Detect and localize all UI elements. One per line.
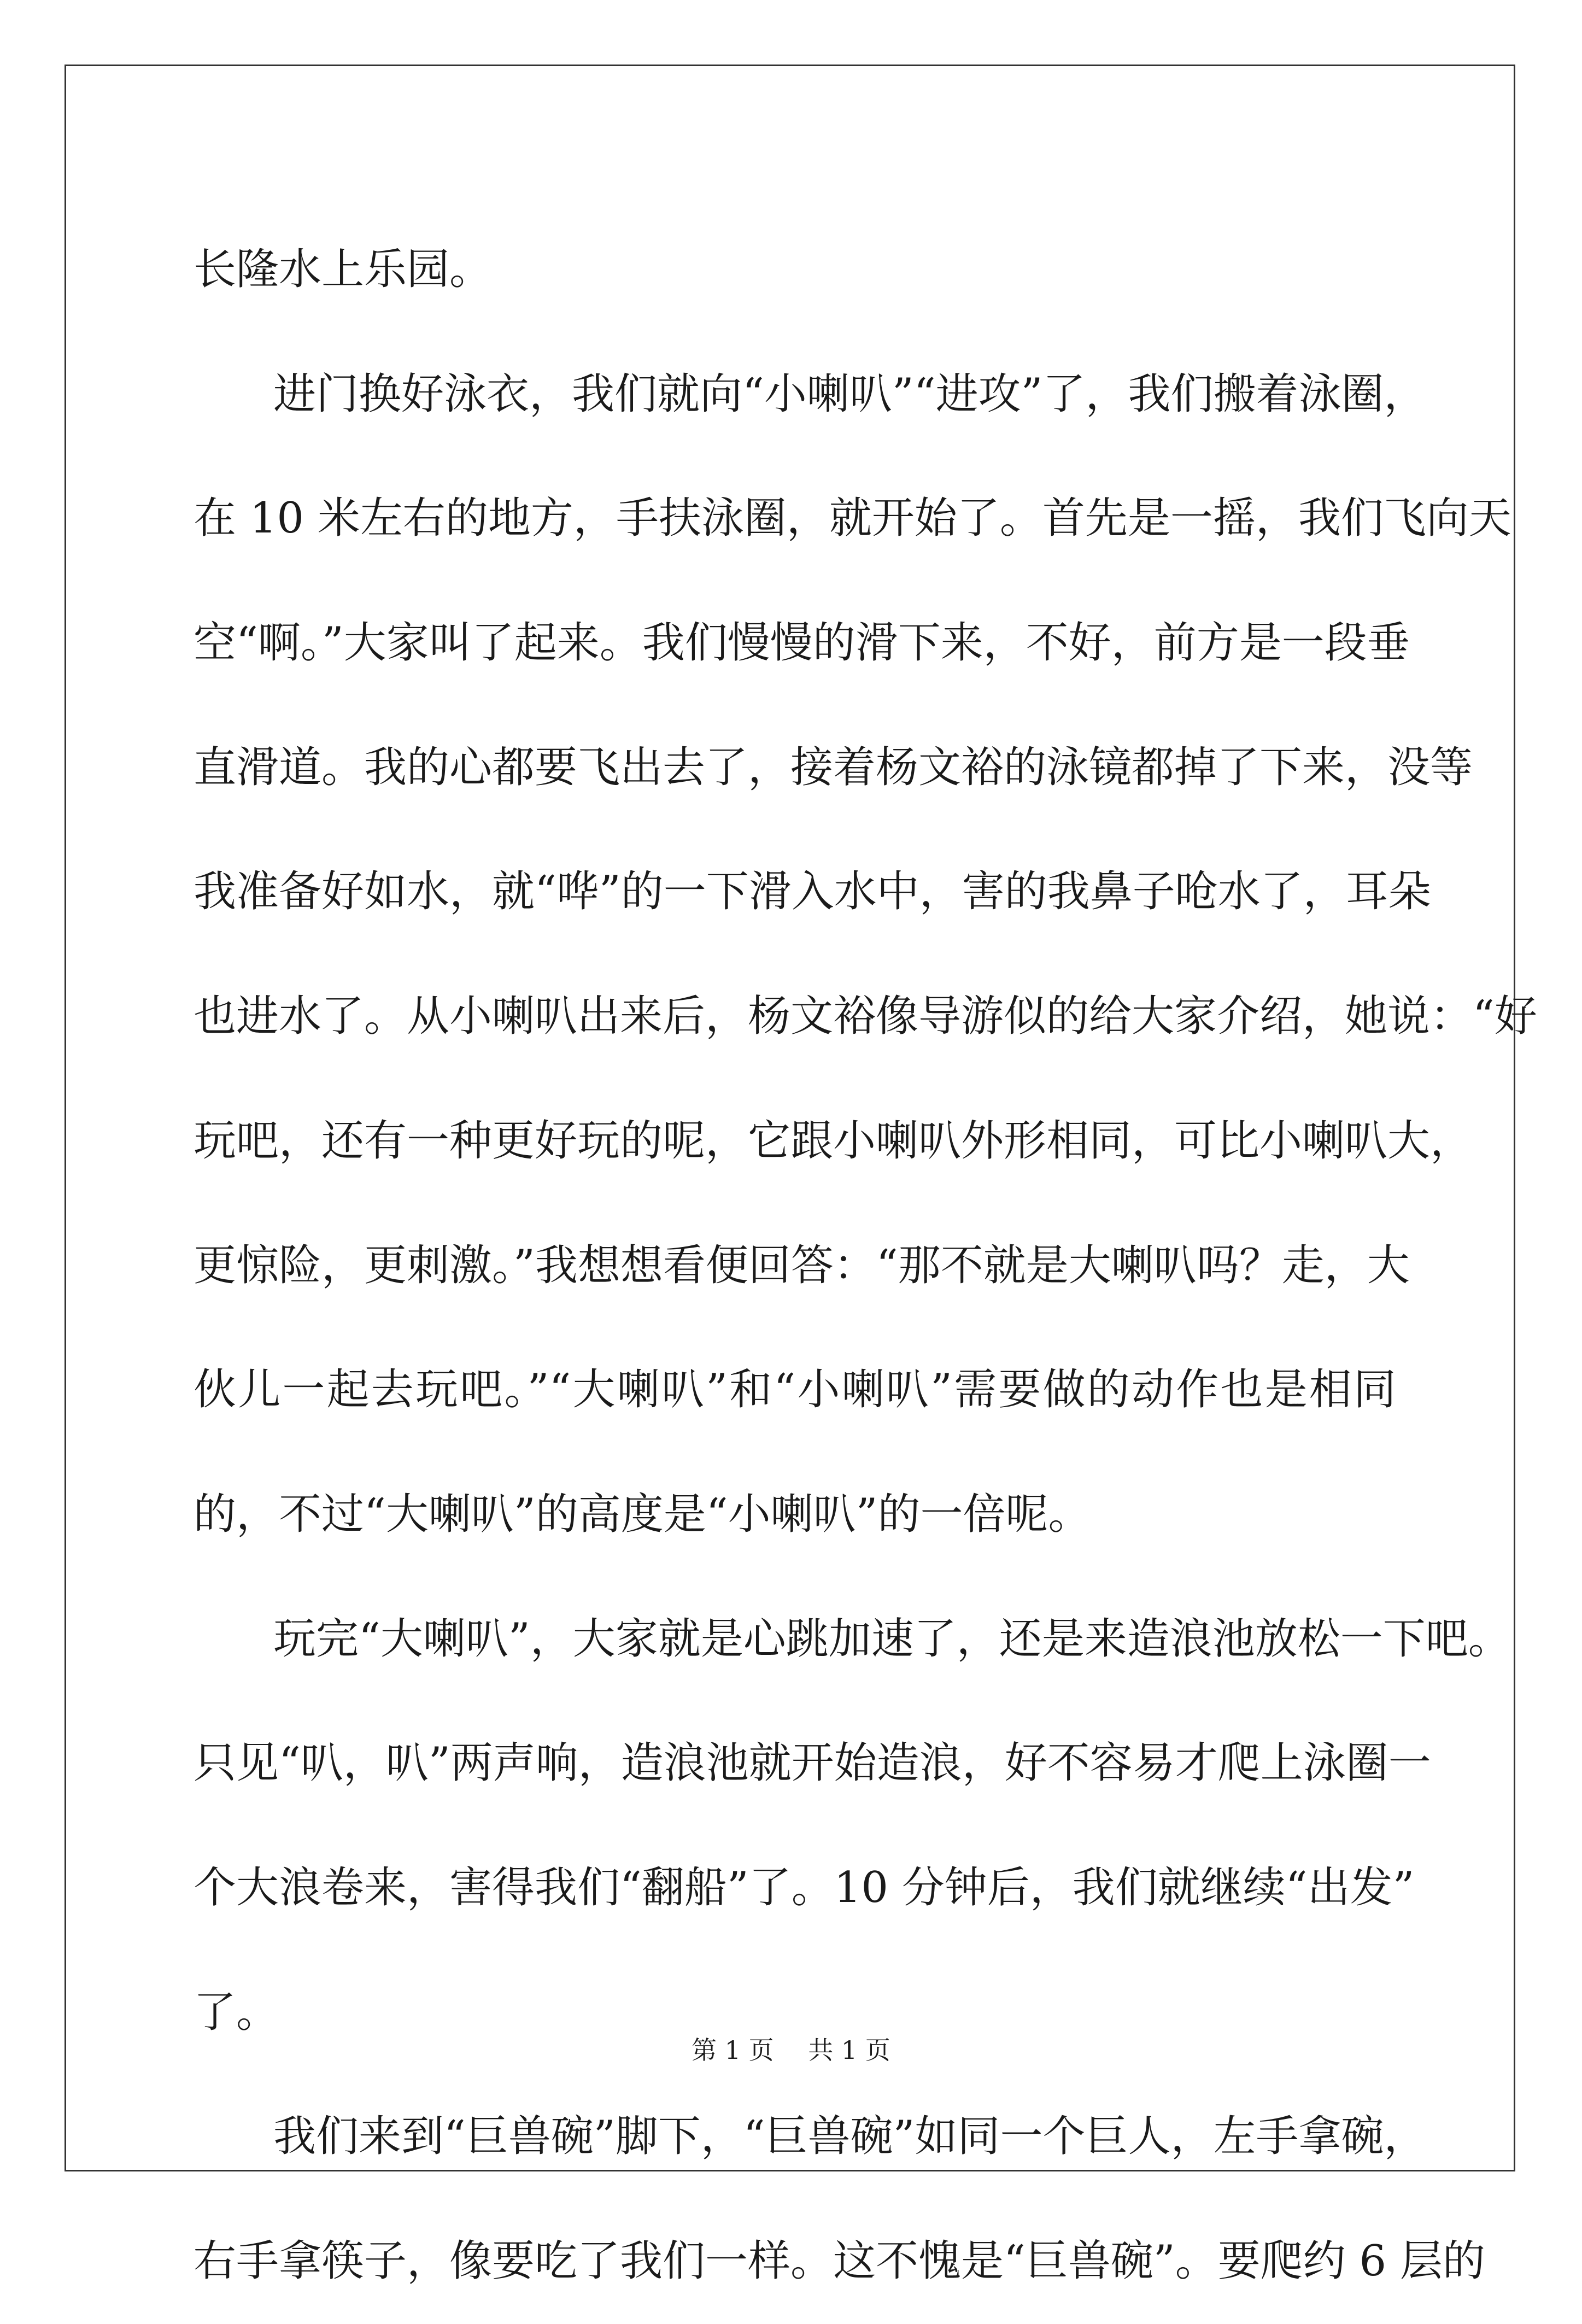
text-line: 长隆水上乐园。	[194, 245, 493, 294]
text-line: 的，不过“大喇叭”的高度是“小喇叭”的一倍呢。	[194, 1489, 1091, 1539]
text-line: 伙儿一起去玩吧。”“大喇叭”和“小喇叭”需要做的动作也是相同	[194, 1365, 1396, 1415]
page-number: 第 1 页	[692, 2035, 774, 2065]
text-line: 玩完“大喇叭”，大家就是心跳加速了，还是来造浪池放松一下吧。	[273, 1614, 1511, 1664]
text-line: 直滑道。我的心都要飞出去了，接着杨文裕的泳镜都掉了下来，没等	[194, 742, 1473, 792]
page-footer	[0, 2034, 1582, 2067]
text-line: 我们来到“巨兽碗”脚下，“巨兽碗”如同一个巨人，左手拿碗，	[273, 2112, 1427, 2162]
text-line: 个大浪卷来，害得我们“翻船”了。10 分钟后，我们就继续“出发”	[194, 1863, 1415, 1912]
text-line: 右手拿筷子，像要吃了我们一样。这不愧是“巨兽碗”。要爬约 6 层的	[194, 2237, 1485, 2286]
text-line: 只见“叭，叭”两声响，造浪池就开始造浪，好不容易才爬上泳圈一	[194, 1738, 1431, 1788]
text-line: 我准备好如水，就“哗”的一下滑入水中，害的我鼻子呛水了，耳朵	[194, 867, 1431, 917]
text-line: 空“啊。”大家叫了起来。我们慢慢的滑下来，不好，前方是一段垂	[194, 618, 1410, 668]
text-line: 更惊险，更刺激。”我想想看便回答：“那不就是大喇叭吗？走，大	[194, 1240, 1410, 1290]
text-line: 在 10 米左右的地方，手扶泳圈，就开始了。首先是一摇，我们飞向天	[194, 494, 1511, 543]
text-line: 了。	[194, 1987, 279, 2037]
text-line: 玩吧，还有一种更好玩的呢，它跟小喇叭外形相同，可比小喇叭大，	[194, 1116, 1473, 1166]
text-line: 进门换好泳衣，我们就向“小喇叭”“进攻”了，我们搬着泳圈，	[273, 369, 1427, 419]
document-body	[194, 208, 1537, 2324]
text-line: 也进水了。从小喇叭出来后，杨文裕像导游似的给大家介绍，她说：“好	[194, 992, 1537, 1041]
page-total: 共 1 页	[808, 2035, 890, 2065]
